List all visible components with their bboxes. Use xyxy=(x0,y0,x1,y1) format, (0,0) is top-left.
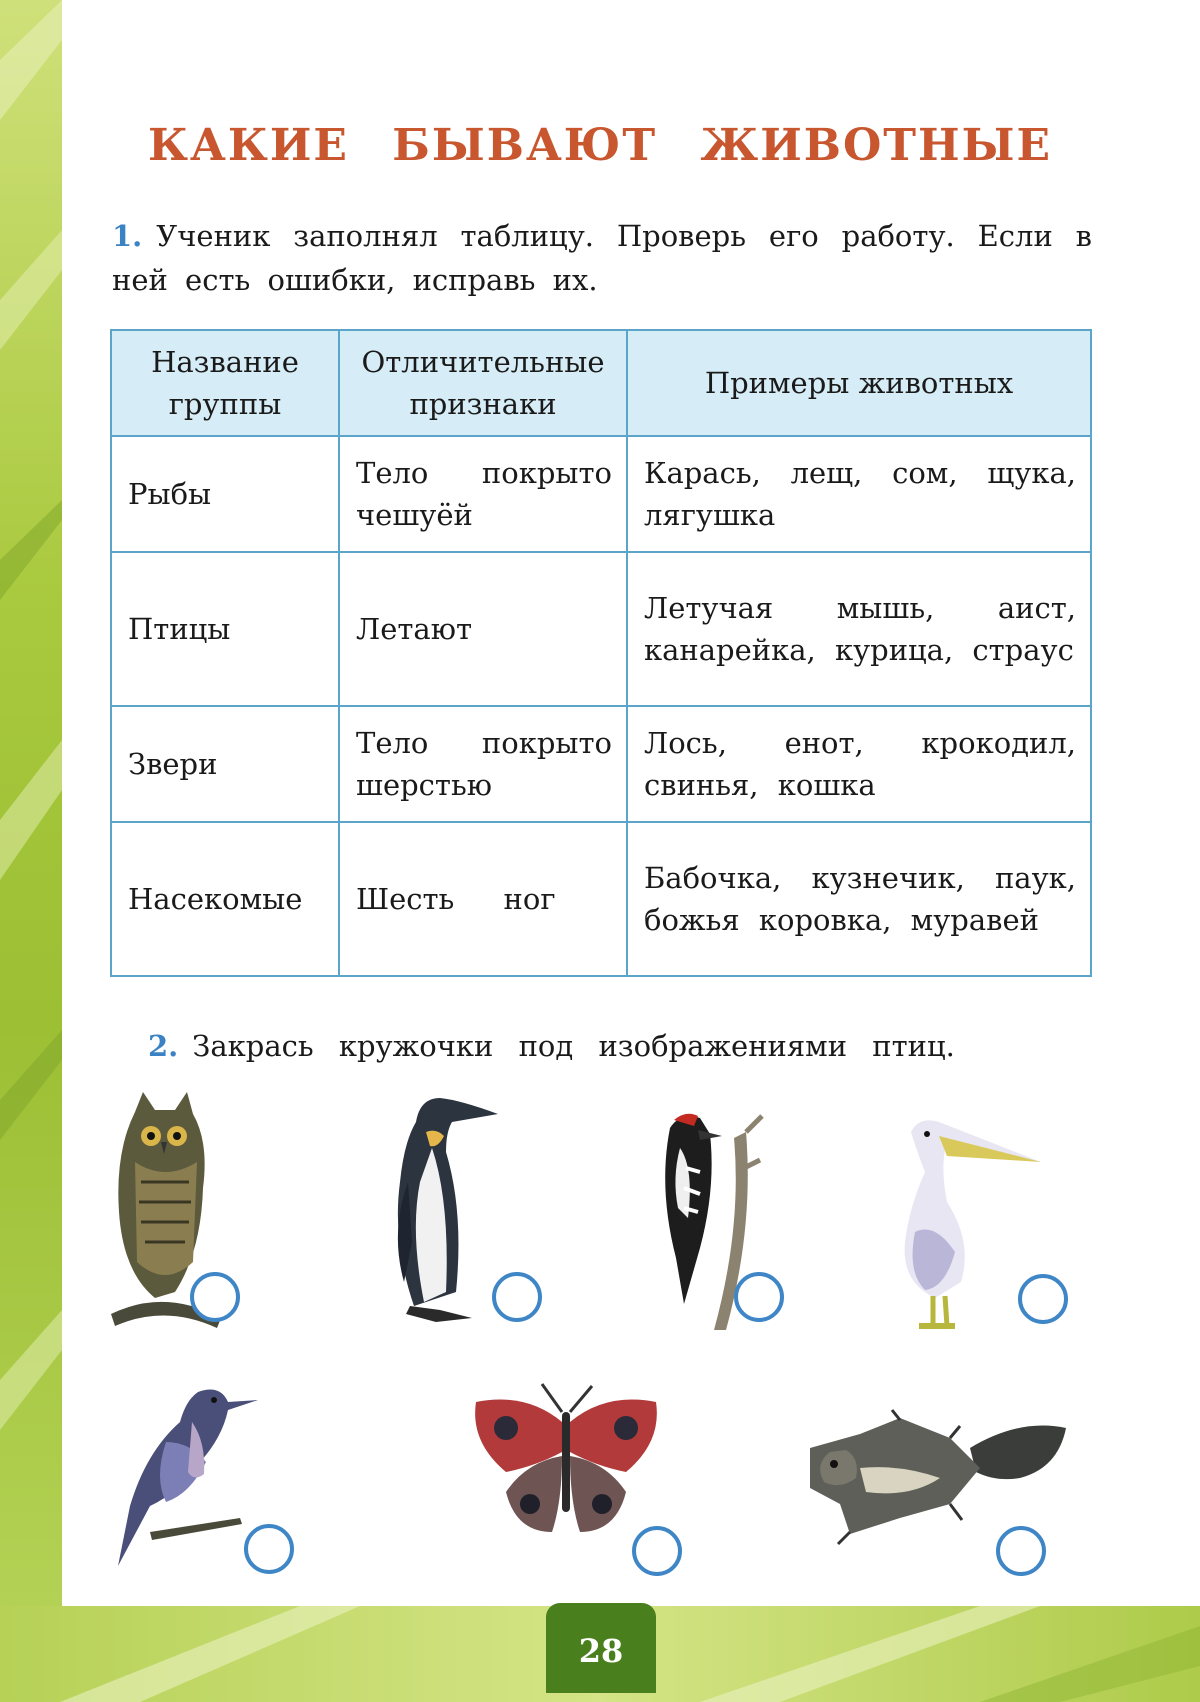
songbird-icon xyxy=(110,1382,260,1566)
cell-examples[interactable]: Бабочка, кузнечик, паук, божья коровка, муравей xyxy=(627,822,1091,976)
penguin-icon xyxy=(380,1092,500,1332)
answer-circle-butterfly[interactable] xyxy=(632,1526,682,1576)
answer-circle-songbird[interactable] xyxy=(244,1524,294,1574)
animal-groups-table xyxy=(110,329,1092,977)
cell-feature: Шесть ног xyxy=(339,822,627,976)
answer-circle-flying-squirrel[interactable] xyxy=(996,1526,1046,1576)
table-row xyxy=(111,822,1091,976)
answer-circle-owl[interactable] xyxy=(190,1272,240,1322)
cell-examples[interactable]: Летучая мышь, аист, канарейка, курица, страус xyxy=(627,552,1091,706)
header-examples: Примеры животных xyxy=(627,330,1091,436)
task-1-number: 1. xyxy=(112,219,143,253)
cell-examples[interactable]: Лось, енот, крокодил, свинья, кошка xyxy=(627,706,1091,822)
left-decorative-border xyxy=(0,0,62,1702)
task-1-text: Ученик заполнял таблицу. Проверь его работу. Если в ней есть ошибки, исправь их. xyxy=(112,219,1092,297)
answer-circle-penguin[interactable] xyxy=(492,1272,542,1322)
cell-group: Птицы xyxy=(111,552,339,706)
answer-circle-pelican[interactable] xyxy=(1018,1274,1068,1324)
cell-group: Насекомые xyxy=(111,822,339,976)
table-row xyxy=(111,552,1091,706)
task-2 xyxy=(148,1024,1068,1068)
cell-group: Рыбы xyxy=(111,436,339,552)
header-group-name: Название группы xyxy=(111,330,339,436)
page-number: 28 xyxy=(546,1603,656,1693)
table-row xyxy=(111,436,1091,552)
table-header-row xyxy=(111,330,1091,436)
cell-feature: Тело покрыто шерстью xyxy=(339,706,627,822)
answer-circle-woodpecker[interactable] xyxy=(734,1272,784,1322)
task-2-number: 2. xyxy=(148,1029,179,1063)
cell-examples[interactable]: Карась, лещ, сом, щука, лягушка xyxy=(627,436,1091,552)
cell-feature: Летают xyxy=(339,552,627,706)
page-title: КАКИЕ БЫВАЮТ ЖИВОТНЫЕ xyxy=(147,120,1053,171)
butterfly-icon xyxy=(466,1382,666,1544)
table-row xyxy=(111,706,1091,822)
header-features: Отличительные признаки xyxy=(339,330,627,436)
task-2-text: Закрась кружочки под изображениями птиц. xyxy=(192,1029,955,1063)
cell-feature: Тело покрыто чешуёй xyxy=(339,436,627,552)
task-1 xyxy=(112,214,1092,302)
cell-group: Звери xyxy=(111,706,339,822)
